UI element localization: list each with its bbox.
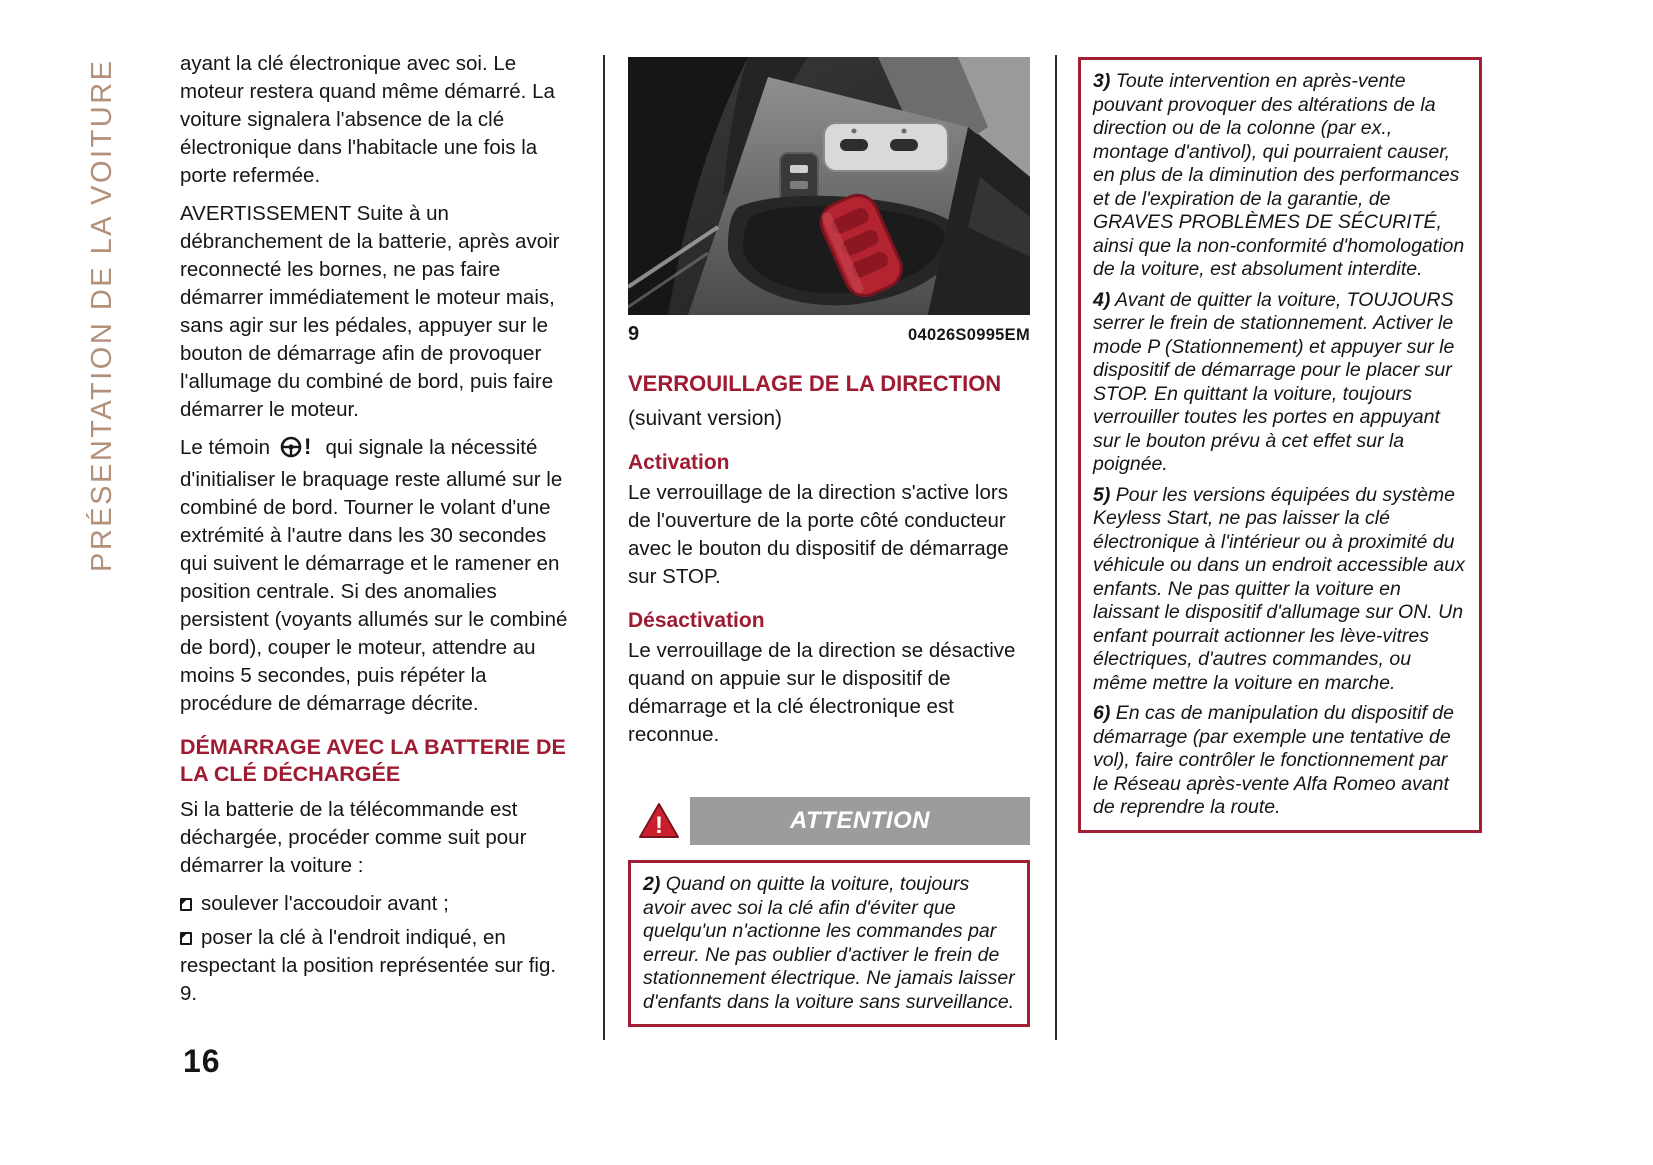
- column-divider: [1055, 55, 1057, 1040]
- warning-box-3-6: [1078, 57, 1482, 833]
- attention-label: ATTENTION: [789, 807, 931, 834]
- list-item: soulever l'accoudoir avant ;: [180, 890, 575, 918]
- paragraph-telltale: Le témoin ! qui signale la nécessité d'initialiser le braquage reste allumé sur le combiné de bord. Tourner le volant d'une extrémité à l'autre dans les 30 secondes qui suivent le démarrage et le ramener en position centrale. Si des anomalies persistent (voyants allumés sur le combiné de bord), couper le moteur, attendre au moins 5 secondes, puis répéter la procédure de démarrage décrite.: [180, 436, 568, 715]
- warning-item-number: 5): [1093, 483, 1111, 506]
- warning-item: 3) Toute intervention en après-vente pouvant provoquer des altérations de la direction ou de la colonne (par ex., montage d'antivol), qui pourraient causer, en plus de la diminution des performances et de l'expiration de la garantie, de GRAVES PROBLÈMES DE SÉCURITÉ, ainsi que la non-conformité d'homologation de la voiture, est absolument interdite.: [1093, 70, 1465, 280]
- warning-item: 6) En cas de manipulation du dispositif de démarrage (par exemple une tentative de vol), faire contrôler le fonctionnement par le Réseau après-vente Alfa Romeo avant de reprendre la route.: [1093, 702, 1454, 818]
- column-middle: [628, 57, 1030, 1027]
- attention-banner: [628, 797, 1030, 845]
- subsection-desactivation: Désactivation: [628, 609, 765, 632]
- page-number: 16: [183, 1043, 221, 1079]
- warning-item-number: 4): [1093, 288, 1111, 311]
- paragraph-avertissement: AVERTISSEMENT Suite à un débranchement de la batterie, après avoir reconnecté les bornes, ne pas faire démarrer immédiatement le moteur mais, sans agir sur les pédales, appuyer sur le bouton de démarrage afin de provoquer l'allumage du combiné de bord, puis faire démarrer le moteur.: [180, 202, 560, 421]
- chapter-sidebar-title: PRÉSENTATION DE LA VOITURE: [86, 58, 118, 572]
- warning-item: 2) Quand on quitte la voiture, toujours avoir avec soi la clé afin d'éviter que quelqu'un n'actionne les commandes par erreur. Ne pas oublier d'activer le frein de stationnement électrique. Ne jamais laisser d'enfants dans la voiture sans surveillance.: [643, 873, 1015, 1013]
- figure-code: 04026S0995EM: [908, 326, 1030, 344]
- paragraph-activation: Le verrouillage de la direction s'active lors de l'ouverture de la porte côté conducteur avec le bouton du dispositif de démarrage sur STOP.: [628, 481, 1009, 588]
- svg-text:!: !: [303, 436, 312, 458]
- column-divider: [603, 55, 605, 1040]
- section-heading-demarrage: DÉMARRAGE AVEC LA BATTERIE DE LA CLÉ DÉCHARGÉE: [180, 735, 566, 786]
- section-subheading: (suivant version): [628, 407, 783, 430]
- warning-item-number: 6): [1093, 702, 1111, 724]
- svg-text:!: !: [655, 812, 663, 839]
- warning-item: 4) Avant de quitter la voiture, TOUJOURS serrer le frein de stationnement. Activer le mode P (Stationnement) et appuyer sur le dispositif de démarrage pour le placer sur STOP. En quittant la voiture, toujours verrouiller toutes les portes en appuyant sur le bouton prévu à cet effet sur la poignée.: [1093, 288, 1455, 475]
- figure-number: 9: [628, 323, 640, 345]
- checkbox-bullet-icon: [180, 932, 192, 945]
- list-item: poser la clé à l'endroit indiqué, en respectant la position représentée sur fig. 9.: [180, 926, 557, 1005]
- paragraph-desactivation: Le verrouillage de la direction se désactive quand on appuie sur le dispositif de démarrage et la clé électronique est reconnue.: [628, 639, 1016, 746]
- warning-box-2: [628, 860, 1030, 1027]
- figure-caption: [628, 323, 1030, 346]
- section-heading-verrouillage: VERROUILLAGE DE LA DIRECTION: [628, 371, 1002, 396]
- subsection-activation: Activation: [628, 451, 730, 474]
- warning-triangle-icon: [628, 797, 690, 845]
- column-right: [1078, 57, 1482, 833]
- paragraph: ayant la clé électronique avec soi. Le moteur restera quand même démarré. La voiture signalera l'absence de la clé électronique dans l'habitacle une fois la porte refermée.: [180, 52, 555, 187]
- checkbox-bullet-icon: [180, 898, 192, 911]
- paragraph: Si la batterie de la télécommande est déchargée, procéder comme suit pour démarrer la voiture :: [180, 798, 527, 877]
- column-left: [180, 50, 575, 1014]
- warning-item: 5) Pour les versions équipées du système Keyless Start, ne pas laisser la clé électronique à l'intérieur ou à proximité du véhicule ou dans un endroit accessible aux enfants. Ne pas quitter la voiture en laissant le dispositif d'allumage sur ON. Un enfant pourrait actionner les lève-vitres électriques, d'autres commandes, ou même mettre la voiture en marche.: [1093, 483, 1465, 694]
- console-key-photo: [628, 57, 1030, 315]
- steering-lock-warning-icon: [280, 436, 316, 466]
- warning-item-number: 3): [1093, 70, 1111, 92]
- warning-item-number: 2): [643, 873, 661, 895]
